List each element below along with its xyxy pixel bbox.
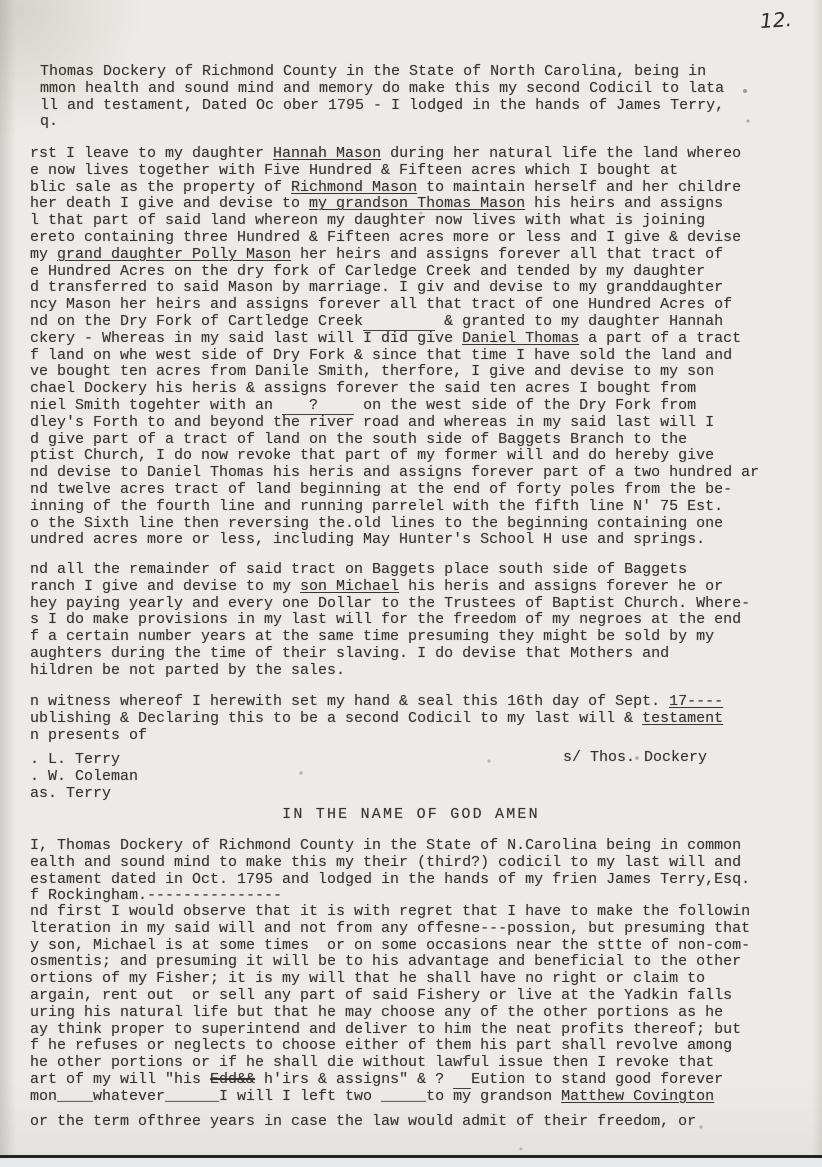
text-line: ealth and sound mind to make this my their (third?) codicil to my last will and	[30, 853, 742, 871]
text-line: my grand daughter Polly Mason her heirs and assigns forever all that tract of	[30, 245, 724, 263]
text-line: l that part of said land whereon my daughter now lives with what is joining	[30, 212, 706, 230]
text-line: mmon health and sound mind and memory do make this my second Codicil to lata	[40, 79, 725, 97]
text-line: estament dated in Oct. 1795 and lodged in the hands of my frien James Terry,Esq.	[30, 870, 751, 888]
text-line: d transferred to said Mason by marriage. I giv and devise to my granddaughter	[30, 279, 724, 297]
paragraph-p3	[30, 562, 750, 680]
text-line: y son, Michael is at some times or on some occasions near the sttte of non-com-	[30, 936, 751, 954]
text-line: f Rockingham.---------------	[30, 887, 283, 905]
text-line: ve bought ten acres from Danile Smith, therfore, I give and devise to my son	[30, 363, 715, 381]
text-line: e now lives together with Five Hundred & Fifteen acres which I bought at	[30, 161, 679, 179]
text-line: dley's Forth to and beyond the river road and whereas in my said last will I	[30, 413, 715, 431]
text-line: ublishing & Declaring this to be a second Codicil to my last will & testament	[30, 709, 724, 727]
text-line: nd all the remainder of said tract on Baggets place south side of Baggets	[30, 561, 688, 578]
text-line: ckery - Whereas in my said last will I did give Daniel Thomas a part of a tract	[30, 329, 742, 347]
text-line: hey paying yearly and every one Dollar to the Trustees of Baptist Church. Where-	[30, 594, 751, 612]
text-line: uring his natural life but that he may choose any of the other portions as he	[30, 1003, 724, 1021]
paragraph-p7	[30, 1114, 696, 1131]
paragraph-p6	[30, 904, 750, 1106]
text-line: n witness whereof I herewith set my hand & seal this 16th day of Sept. 17----	[30, 693, 724, 710]
text-line: ptist Church, I do now revoke that part of my former will and do hereby give	[30, 447, 715, 465]
witness-name: as. Terry	[30, 785, 112, 802]
text-line: ereto containing three Hundred & Fifteen acres more or less and I give & devise	[30, 228, 742, 246]
text-line: mon____whatever______I will I left two _____to my grandson Matthew Covington	[30, 1087, 715, 1105]
text-line: q.	[40, 113, 59, 131]
text-line: ncy Mason her heirs and assigns forever all that tract of one Hundred Acres of	[30, 296, 733, 314]
text-line: ay think proper to superintend and deliver to him the neat profits thereof; but	[30, 1020, 742, 1038]
paper-speckles	[0, 0, 2, 2]
witness-list	[30, 751, 138, 802]
text-line: ortions of my Fisher; it is my will that he shall have no right or claim to	[30, 970, 706, 988]
section-heading: IN THE NAME OF GOD AMEN	[282, 806, 540, 823]
text-line: chael Dockery his heris & assigns forever the said ten acres I bought from	[30, 380, 697, 398]
paragraph-p1	[40, 64, 724, 131]
text-line: blic sale as the property of Richmond Mason to maintain herself and her childre	[30, 178, 742, 196]
text-line: argain, rent out or sell any part of said Fishery or live at the Yadkin falls	[30, 986, 733, 1004]
text-line: I, Thomas Dockery of Richmond County in the State of N.Carolina being in common	[30, 837, 742, 854]
text-line: nd first I would observe that it is with regret that I have to make the followin	[30, 903, 751, 920]
text-line: aughters during the time of their slaving. I do devise that Mothers and	[30, 644, 670, 662]
text-line: lteration in my said will and not from any offesne---possion, but presuming that	[30, 919, 751, 937]
text-line: n presents of	[30, 726, 148, 744]
text-line: hildren be not parted by the sales.	[30, 661, 346, 679]
text-line: or the term ofthree years in case the law would admit of their freedom, or	[30, 1113, 697, 1130]
text-line: nd twelve acres tract of land beginning at the end of forty poles from the be-	[30, 480, 733, 498]
text-line: f a certain number years at the same time presuming they might be sold by my	[30, 628, 715, 646]
signature-line: s/ Thos. Dockery	[563, 749, 708, 766]
text-line: e Hundred Acres on the dry fork of Carledge Creek and tended by my daughter	[30, 262, 706, 280]
paragraph-p4	[30, 694, 723, 744]
text-line: rst I leave to my daughter Hannah Mason during her natural life the land whereo	[30, 145, 742, 162]
witness-name: . W. Coleman	[30, 768, 139, 785]
text-line: f he refuses or neglects to choose either of them his part shall revolve among	[30, 1037, 733, 1055]
text-line: nd on the Dry Fork of Cartledge Creek & granted to my daughter Hannah	[30, 312, 724, 330]
text-line: niel Smith togehter with an ? on the west side of the Dry Fork from	[30, 396, 697, 414]
paragraph-p5	[30, 838, 750, 905]
text-line: her death I give and devise to my grandson Thomas Mason his heirs and assigns	[30, 195, 724, 213]
text-line: art of my will "his Edd&& h'irs & assigns" & ? Eution to stand good forever	[30, 1070, 724, 1088]
text-line: he other portions or if he shall die without lawful issue then I revoke that	[30, 1054, 715, 1072]
text-line: d give part of a tract of land on the south side of Baggets Branch to the	[30, 430, 688, 448]
text-line: ll and testament, Dated Oc ober 1795 - I lodged in the hands of James Terry,	[40, 96, 725, 114]
text-line: ranch I give and devise to my son Michael his heris and assigns forever he or	[30, 577, 724, 595]
text-line: nd devise to Daniel Thomas his heris and assigns forever part of a two hundred ar	[30, 464, 760, 482]
text-line: f land on whe west side of Dry Fork & since that time I have sold the land and	[30, 346, 733, 364]
text-line: inning of the fourth line and running parrelel with the fifth line N' 75 Est.	[30, 497, 724, 515]
text-line: osmentis; and presuming it will be to his advantage and beneficial to the other	[30, 953, 742, 971]
scan-edge-strip	[0, 1158, 822, 1167]
text-line: o the Sixth line then reversing the.old lines to the beginning containing one	[30, 514, 724, 532]
text-line: s I do make provisions in my last will for the freedom of my negroes at the end	[30, 611, 742, 629]
page-number: 12.	[759, 6, 793, 34]
text-line: Thomas Dockery of Richmond County in the State of North Carolina, being in	[40, 63, 707, 80]
text-line: undred acres more or less, including May Hunter's School H use and springs.	[30, 531, 706, 549]
paragraph-p2	[30, 146, 759, 549]
witness-name: . L. Terry	[30, 751, 121, 768]
